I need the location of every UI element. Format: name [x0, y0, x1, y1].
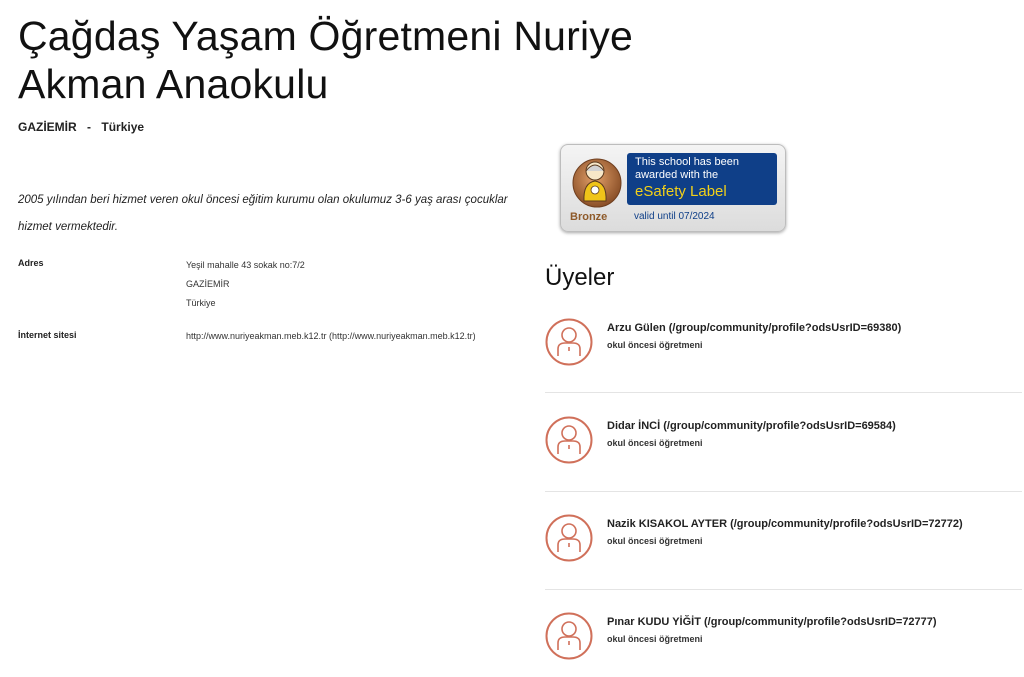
- member-divider: [545, 491, 1022, 492]
- member-role: okul öncesi öğretmeni: [607, 634, 703, 644]
- user-avatar-icon: [545, 514, 593, 562]
- badge-line-1: This school has been: [635, 156, 739, 168]
- country-label: Türkiye: [101, 120, 145, 134]
- member-profile-link[interactable]: (/group/community/profile?odsUsrID=69584): [663, 420, 896, 432]
- website-label: İnternet sitesi: [18, 330, 77, 340]
- member-name-line[interactable]: [607, 420, 896, 432]
- esafety-medal-icon: [569, 153, 625, 209]
- address-line: GAZİEMİR: [186, 279, 230, 289]
- address-value: [186, 256, 546, 313]
- address-label: Adres: [18, 258, 44, 268]
- city-label: GAZİEMİR: [18, 120, 77, 134]
- address-line: Türkiye: [186, 298, 216, 308]
- badge-validity: valid until 07/2024: [634, 211, 715, 222]
- member-divider: [545, 392, 1022, 393]
- badge-tier: Bronze: [570, 211, 608, 223]
- member-name[interactable]: Pınar KUDU YİĞİT: [607, 616, 701, 628]
- members-heading: Üyeler: [545, 264, 615, 291]
- badge-line-2: awarded with the: [635, 169, 719, 181]
- page-title: Çağdaş Yaşam Öğretmeni Nuriye Akman Anaokulu: [18, 13, 633, 107]
- school-location: [18, 120, 144, 134]
- member-name-line[interactable]: [607, 322, 901, 334]
- member-profile-link[interactable]: (/group/community/profile?odsUsrID=69380): [668, 322, 902, 334]
- badge-label-name: eSafety Label: [635, 183, 727, 200]
- member-profile-link[interactable]: (/group/community/profile?odsUsrID=72777): [704, 616, 937, 628]
- badge-text-panel: [627, 153, 777, 205]
- member-profile-link[interactable]: (/group/community/profile?odsUsrID=72772): [730, 518, 963, 530]
- member-item: [545, 416, 1024, 476]
- address-line: Yeşil mahalle 43 sokak no:7/2: [186, 260, 305, 270]
- member-divider: [545, 589, 1022, 590]
- website-link[interactable]: http://www.nuriyeakman.meb.k12.tr (http://www.nuriyeakman.meb.k12.tr): [186, 331, 476, 341]
- member-role: okul öncesi öğretmeni: [607, 536, 703, 546]
- member-name-line[interactable]: [607, 518, 963, 530]
- member-name-line[interactable]: [607, 616, 937, 628]
- member-item: [545, 514, 1024, 574]
- school-description: 2005 yılından beri hizmet veren okul öncesi eğitim kurumu olan okulumuz 3-6 yaş arası çocuklar hizmet vermektedir.: [18, 193, 508, 233]
- member-item: [545, 612, 1024, 672]
- member-name[interactable]: Didar İNCİ: [607, 420, 661, 432]
- member-item: [545, 318, 1024, 378]
- esafety-label-badge[interactable]: [560, 144, 786, 232]
- member-role: okul öncesi öğretmeni: [607, 340, 703, 350]
- user-avatar-icon: [545, 318, 593, 366]
- location-separator: -: [87, 120, 92, 134]
- member-role: okul öncesi öğretmeni: [607, 438, 703, 448]
- user-avatar-icon: [545, 416, 593, 464]
- member-name[interactable]: Nazik KISAKOL AYTER: [607, 518, 728, 530]
- member-name[interactable]: Arzu Gülen: [607, 322, 666, 334]
- user-avatar-icon: [545, 612, 593, 660]
